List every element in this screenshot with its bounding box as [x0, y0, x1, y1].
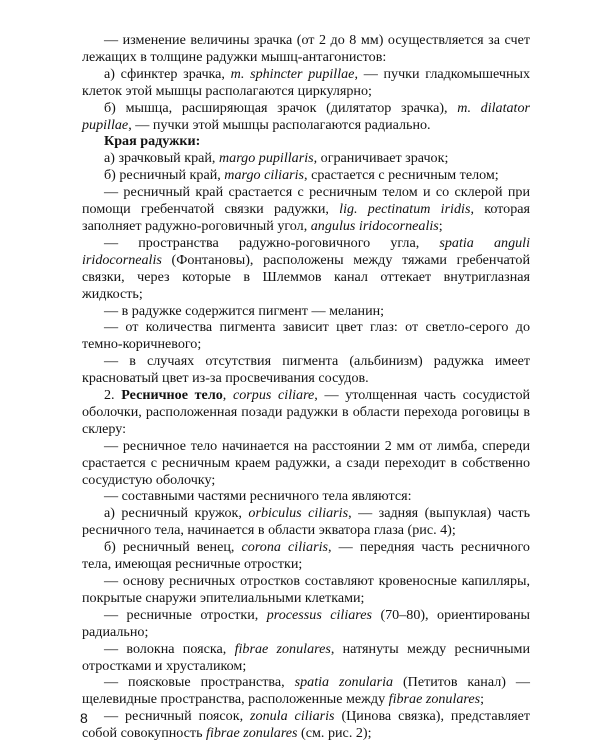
latin-term: spatia anguli iridocornealis	[82, 234, 530, 268]
paragraph: а) зрачковый край, margo pupillaris, ограничивает зрачок;	[104, 150, 449, 167]
latin-term: fibrae zonulares	[388, 691, 481, 708]
paragraph: — ресничное тело начинается на расстоянии 2 мм от лимба, спереди срастается с ресничным краем радужки, а сзади переходит в собственно сосудистую оболочку;	[82, 437, 530, 488]
paragraph: — пространства радужно-роговичного угла, spatia anguli iridocornealis (Фонтановы), расположены между тяжами гребенчатой связки, через которые в Шлеммов канал оттекает внутриглазная жидкость;	[82, 234, 530, 302]
latin-term: fibrae zonulares	[206, 725, 298, 742]
latin-term: lig. pectinatum iridis	[339, 201, 471, 218]
latin-term: m. dilatator pupillae	[82, 99, 531, 133]
paragraph: а) ресничный кружок, orbiculus ciliaris, — задняя (выпуклая) часть ресничного тела, начинается в области экватора глаза (рис. 4);	[82, 505, 531, 539]
bold-term: Ресничное тело	[121, 387, 223, 404]
paragraph: — волокна пояска, fibrae zonulares, натянуты между ресничными отростками и хрусталиком;	[82, 640, 531, 674]
paragraph: б) мышца, расширяющая зрачок (дилятатор зрачка), m. dilatator pupillae, — пучки этой мышцы располагаются радиально.	[82, 99, 531, 133]
latin-term: margo pupillaris	[218, 150, 314, 167]
paragraph: — в радужке содержится пигмент — меланин;	[104, 302, 385, 319]
paragraph: — составными частями ресничного тела являются:	[104, 488, 412, 505]
latin-term: fibrae zonulares	[234, 640, 331, 657]
paragraph: а) сфинктер зрачка, m. sphincter pupillae, — пучки гладкомышечных клеток этой мышцы располагаются циркулярно;	[82, 65, 531, 99]
latin-term: margo ciliaris	[224, 167, 305, 184]
paragraph: — поясковые пространства, spatia zonularia (Петитов канал) — щелевидные пространства, расположенные между fibrae zonulares;	[82, 674, 530, 708]
paragraph: — ресничный поясок, zonula ciliaris (Цинова связка), представляет собой совокупность fibrae zonulares (см. рис. 2);	[82, 708, 531, 742]
latin-term: zonula ciliaris	[250, 708, 335, 725]
latin-term: m. sphincter pupillae	[230, 65, 355, 82]
section-heading-iris-edges	[82, 133, 530, 150]
page-content	[82, 32, 530, 742]
paragraph: — в случаях отсутствия пигмента (альбинизм) радужка имеет красноватый цвет из-за просвечивания сосудов.	[82, 353, 530, 387]
latin-term: orbiculus ciliaris	[248, 505, 349, 522]
paragraph: — ресничные отростки, processus ciliares (70–80), ориентированы радиально;	[82, 606, 530, 640]
paragraph: б) ресничный край, margo ciliaris, срастается с ресничным телом;	[104, 167, 499, 184]
latin-term: corona ciliaris	[241, 539, 328, 556]
latin-term: processus ciliares	[266, 606, 372, 623]
section-heading-ciliary-body: 2. Ресничное тело, corpus ciliare, — утолщенная часть сосудистой оболочки, расположенная позади радужки в области перехода роговицы в склеру:	[82, 387, 531, 437]
latin-term: angulus iridocornealis	[310, 217, 439, 234]
page-number: 8	[80, 710, 88, 726]
paragraph: — ресничный край срастается с ресничным телом и со склерой при помощи гребенчатой связки радужки, lig. pectinatum iridis, которая заполняет радужно-роговичный угол, angulus iridocornealis;	[82, 184, 530, 234]
paragraph: — изменение величины зрачка (от 2 до 8 мм) осуществляется за счет лежащих в толщине радужки мышц-антагонистов:	[82, 32, 530, 65]
paragraph: — от количества пигмента зависит цвет глаз: от светло-серого до темно-коричневого;	[82, 319, 530, 353]
latin-term: corpus ciliare	[232, 387, 315, 404]
latin-term: spatia zonularia	[294, 674, 394, 691]
bold-term: Края радужки:	[104, 133, 201, 150]
paragraph: б) ресничный венец, corona ciliaris, — передняя часть ресничного тела, имеющая ресничные отростки;	[82, 539, 530, 573]
paragraph: — основу ресничных отростков составляют кровеносные капилляры, покрытые снаружи эпителиальными клетками;	[82, 573, 530, 606]
